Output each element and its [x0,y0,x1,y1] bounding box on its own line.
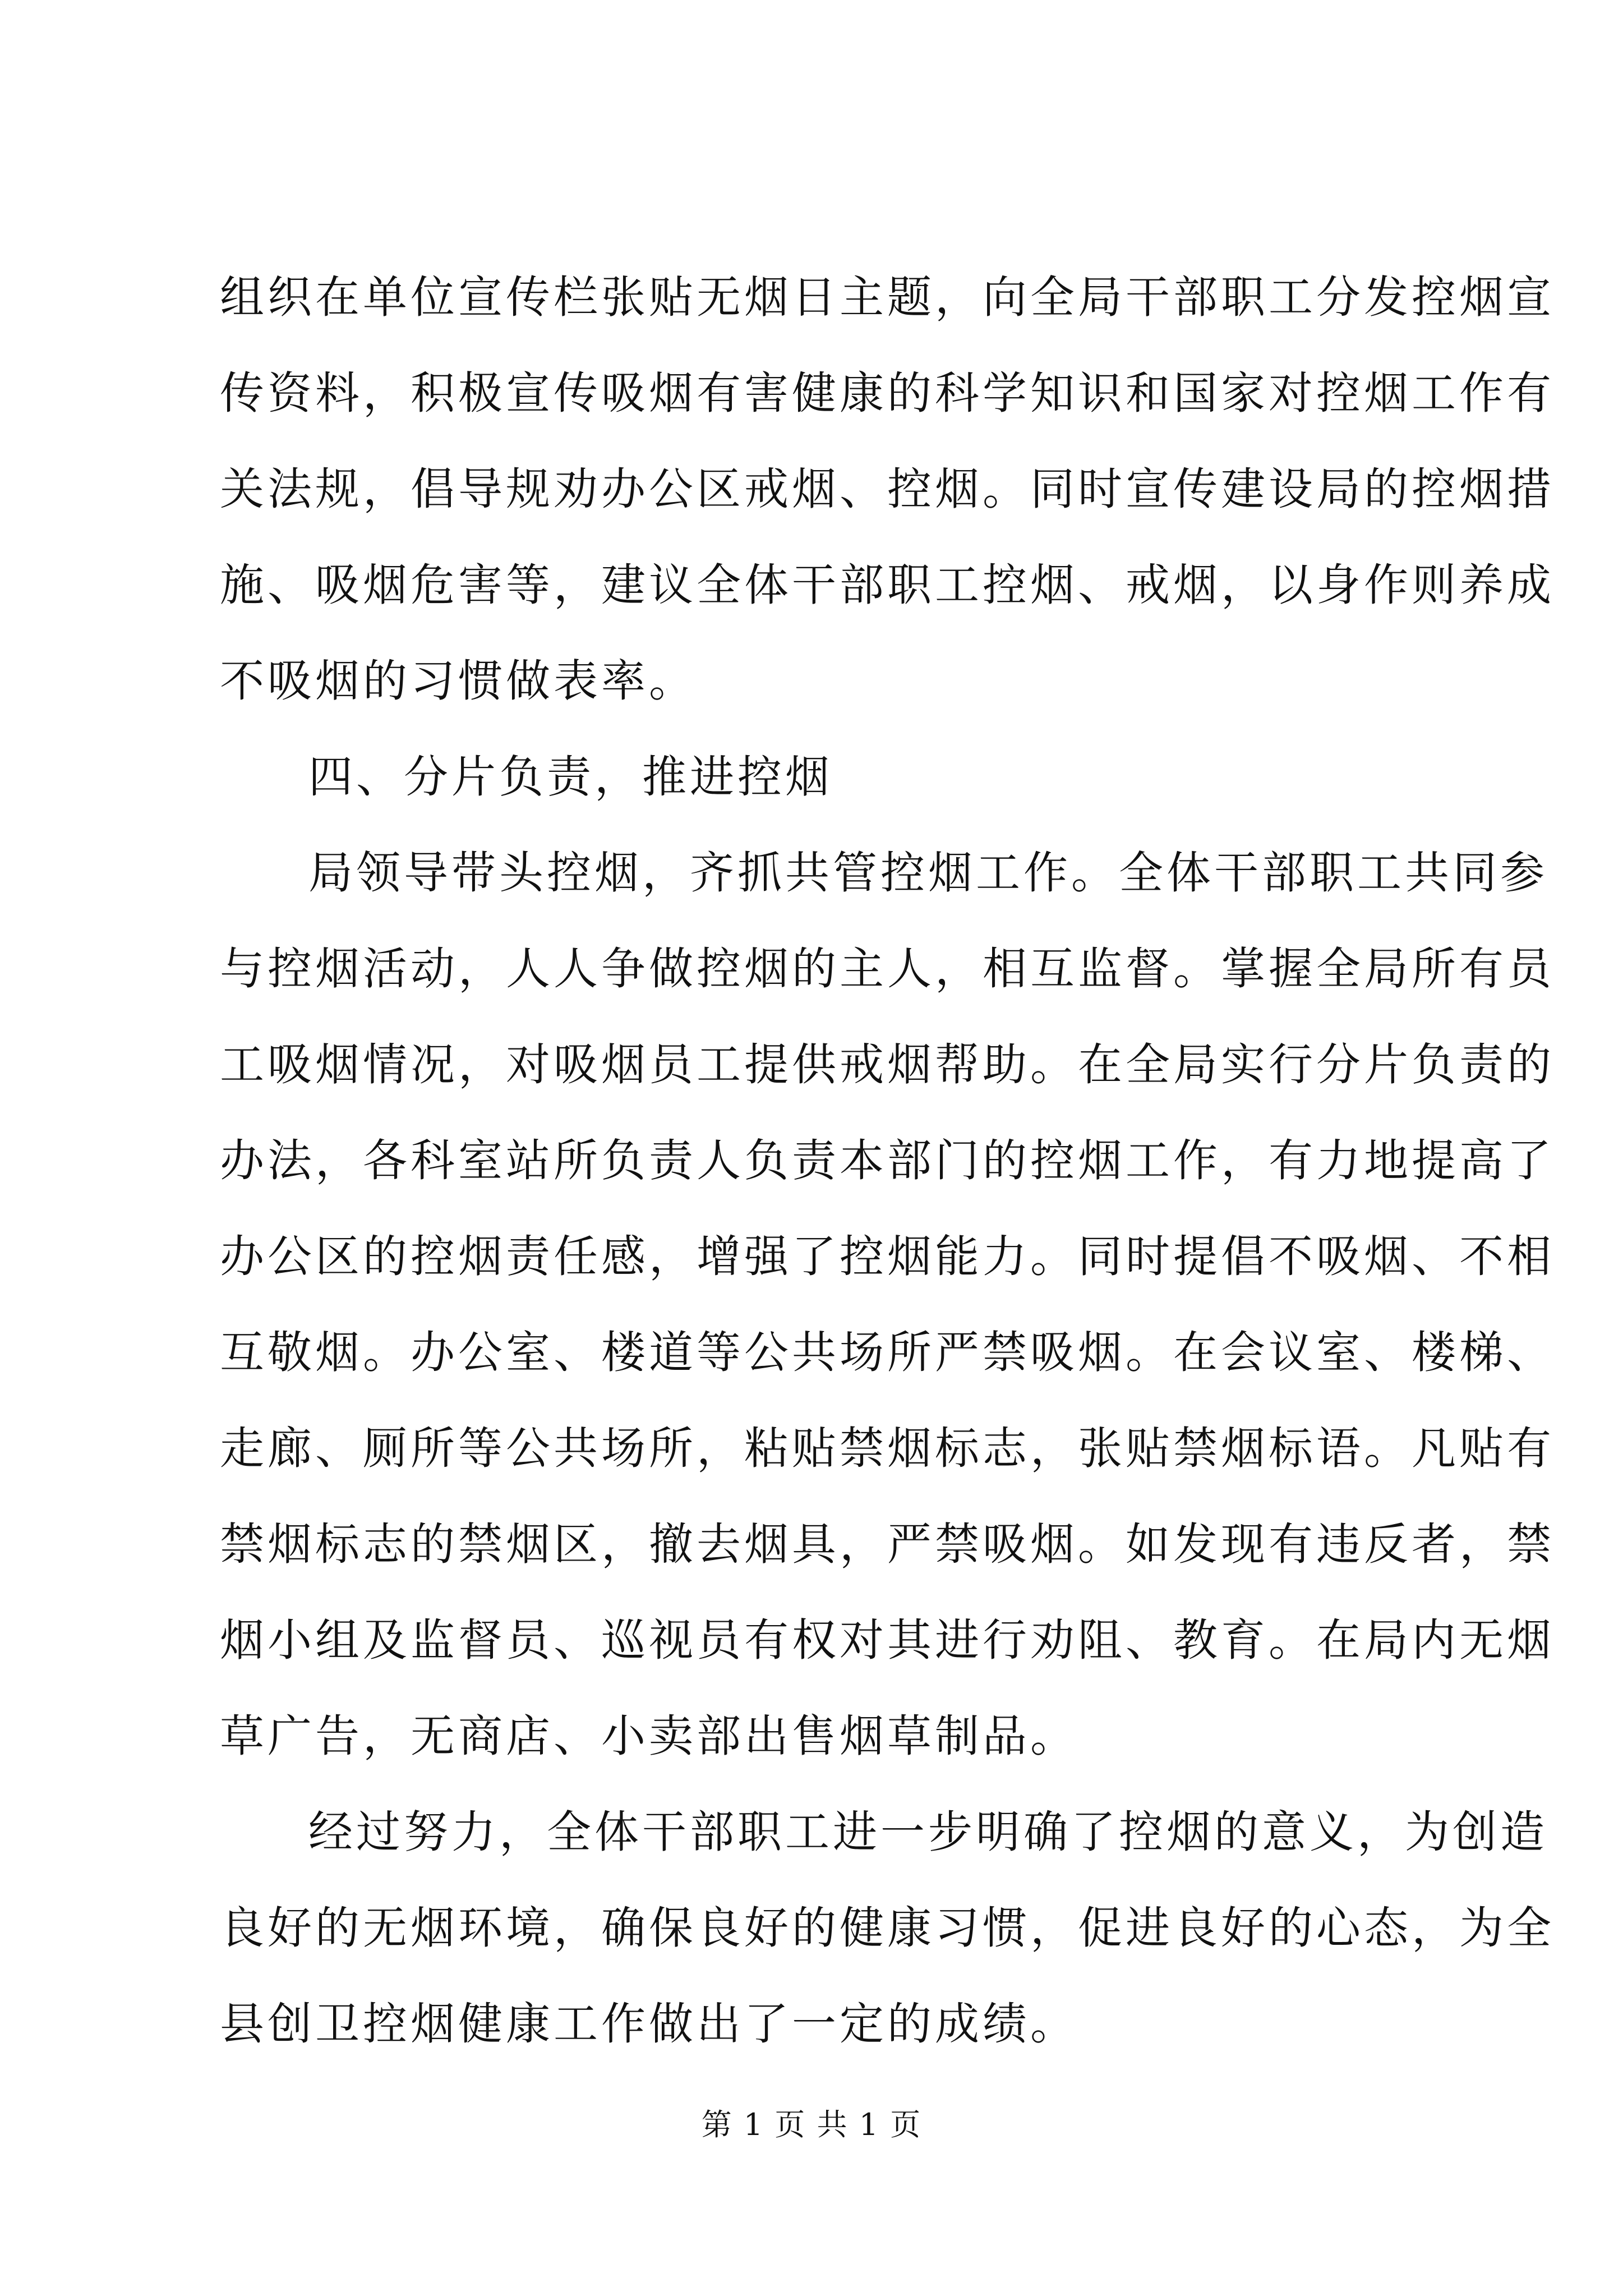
text-line: 关法规，倡导规劝办公区戒烟、控烟。同时宣传建设局的控烟措 [220,463,1555,515]
paragraph-responsibility [220,825,1555,1784]
section-heading: 四、分片负责，推进控烟 [308,751,833,803]
text-line: 草广告，无商店、小卖部出售烟草制品。 [220,1710,1078,1762]
text-line: 互敬烟。办公室、楼道等公共场所严禁吸烟。在会议室、楼梯、 [220,1327,1555,1378]
text-line: 施、吸烟危害等，建议全体干部职工控烟、戒烟，以身作则养成 [220,559,1555,611]
paragraph-conclusion [220,1784,1555,2072]
text-line: 组织在单位宣传栏张贴无烟日主题，向全局干部职工分发控烟宣 [220,272,1555,323]
document-body [220,250,1555,2072]
text-line: 走廊、厕所等公共场所，粘贴禁烟标志，张贴禁烟标语。凡贴有 [220,1423,1555,1474]
paragraph-publicity [220,250,1555,729]
page-footer [0,2101,1623,2144]
text-line: 办公区的控烟责任感，增强了控烟能力。同时提倡不吸烟、不相 [220,1231,1555,1282]
text-line: 办法，各科室站所负责人负责本部门的控烟工作，有力地提高了 [220,1135,1555,1186]
text-line: 工吸烟情况，对吸烟员工提供戒烟帮助。在全局实行分片负责的 [220,1039,1555,1091]
text-line: 烟小组及监督员、巡视员有权对其进行劝阻、教育。在局内无烟 [220,1614,1555,1666]
text-line: 传资料，积极宣传吸烟有害健康的科学知识和国家对控烟工作有 [220,367,1555,419]
text-line: 不吸烟的习惯做表率。 [220,655,697,707]
text-line: 禁烟标志的禁烟区，撤去烟具，严禁吸烟。如发现有违反者，禁 [220,1519,1555,1570]
page-number-label: 第 1 页 共 1 页 [701,2107,922,2142]
text-line: 经过努力，全体干部职工进一步明确了控烟的意义，为创造 [308,1806,1548,1858]
text-line: 县创卫控烟健康工作做出了一定的成绩。 [220,1998,1078,2050]
text-line: 与控烟活动，人人争做控烟的主人，相互监督。掌握全局所有员 [220,943,1555,995]
text-line: 局领导带头控烟，齐抓共管控烟工作。全体干部职工共同参 [308,847,1548,899]
text-line: 良好的无烟环境，确保良好的健康习惯，促进良好的心态，为全 [220,1902,1555,1954]
